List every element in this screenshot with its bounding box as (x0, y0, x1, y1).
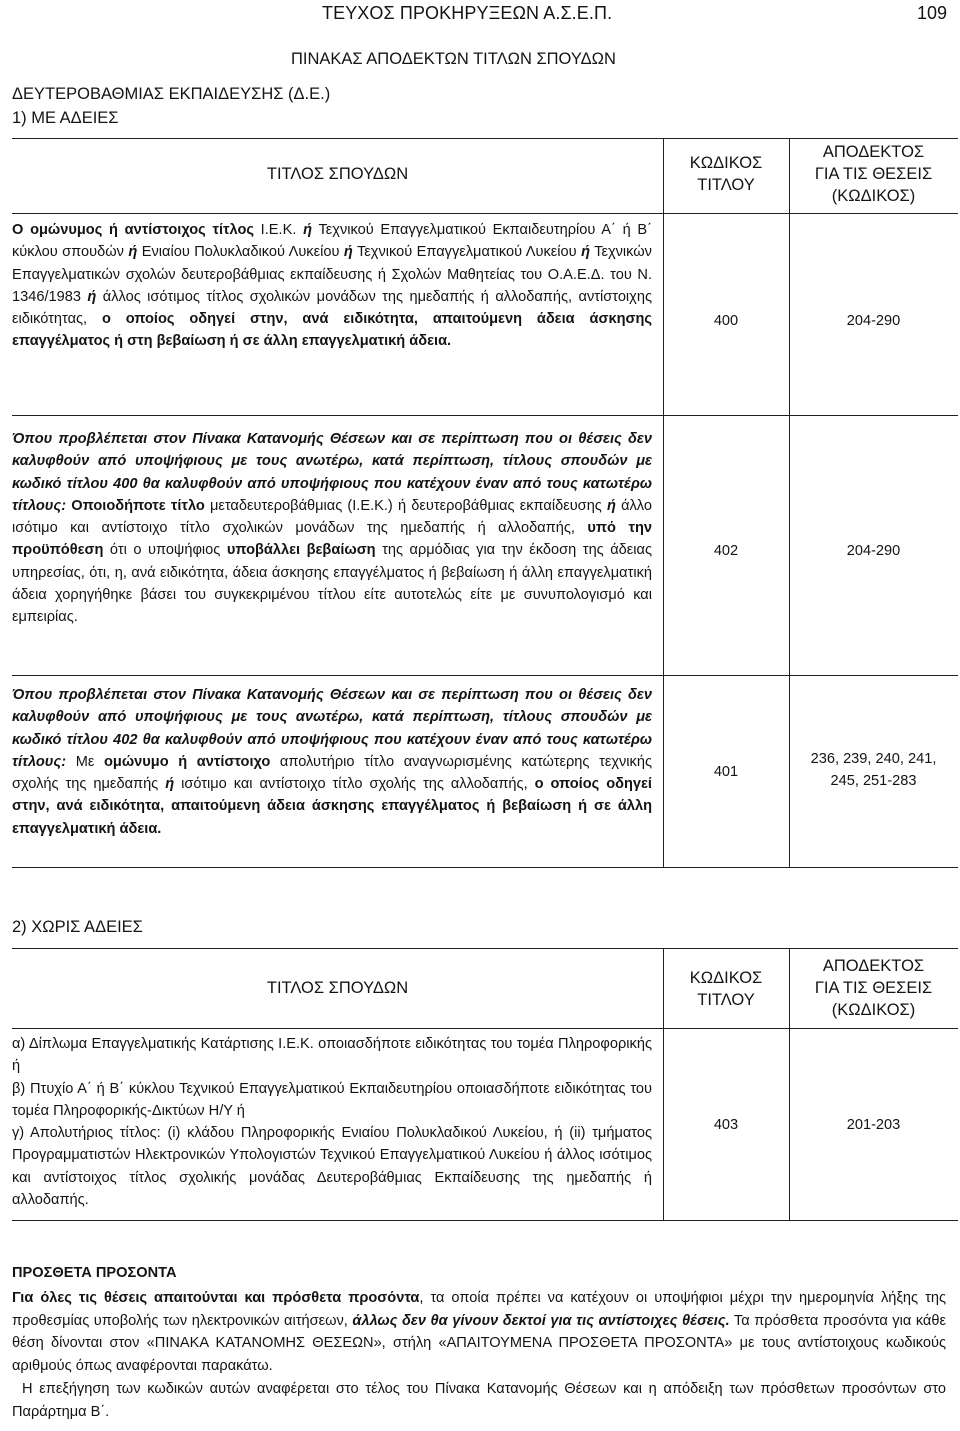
column-header-code (663, 152, 789, 196)
text-bold: ο οποίος οδηγεί στην, ανά ειδικότητα, απαιτούμενη άδεια άσκησης επαγγέλματος ή βεβαίωση ή σε άλλη επαγγελματική άδεια. (12, 776, 652, 837)
text-bold: Για όλες τις θέσεις απαιτούνται και πρόσθετα προσόντα (12, 1290, 420, 1306)
row-403-item-a: α) Δίπλωμα Επαγγελματικής Κατάρτισης Ι.Ε.Κ. οποιασδήποτε ειδικότητας του τομέα Πληροφορικής ή (12, 1036, 652, 1075)
text-bold-italic: άλλως δεν θα γίνουν δεκτοί για τις αντίστοιχες θέσεις. (352, 1312, 730, 1329)
text: άλλο ισότιμο και αντίστοιχο τίτλο σχολικών μονάδων της ημεδαπής ή αλλοδαπής, (12, 497, 652, 537)
text-bold: υποβάλλει βεβαίωση (226, 542, 376, 559)
text: ισότιμο και αντίστοιχο τίτλο σχολής της αλλοδαπής, (174, 776, 535, 793)
extra-qualifications-paragraph1 (12, 1287, 946, 1377)
text-emph: ή (581, 244, 590, 261)
row-400-code: 400 (713, 313, 739, 329)
text: Ενιαίου Πολυκλαδικού Λυκείου (137, 244, 344, 261)
table-title: ΠΙΝΑΚΑΣ ΑΠΟΔΕΚΤΩΝ ΤΙΤΛΩΝ ΣΠΟΥΔΩΝ (291, 50, 616, 68)
row-400-accepted: 204-290 (846, 313, 901, 329)
column-header-accepted-line2: ΓΙΑ ΤΙΣ ΘΕΣΕΙΣ (814, 165, 933, 183)
table2-column-header-accepted-line1: ΑΠΟΔΕΚΤΟΣ (822, 957, 925, 975)
text: μεταδευτεροβάθμιας (Ι.Ε.Κ.) ή δευτεροβάθμιας εκπαίδευσης (204, 497, 607, 514)
text: ότι ο υποψήφιος (103, 542, 227, 559)
table1-col-divider-1 (663, 138, 664, 867)
text: της αρμόδιας για την έκδοση της άδειας υπηρεσίας, ότι, η, ανά ειδικότητα, άδεια άσκησης επαγγέλματος ή βεβαίωση ή άλλη επαγγελματική άδεια χορηγήθηκε βάσει του συγκεκριμένου τίτλου είτε αυτοτελώς είτε με συνυπολογισμό και εμπειρίας. (12, 542, 653, 626)
table1-row-divider-2 (12, 675, 958, 676)
row-401-accepted-line2: 245, 251-283 (830, 773, 917, 789)
table1-header-divider (12, 213, 958, 214)
row-402-title (12, 428, 652, 629)
section1-subtitle: 1) ΜΕ ΑΔΕΙΕΣ (12, 109, 119, 127)
table2-top-border (12, 948, 958, 949)
table1-bottom-border (12, 867, 958, 868)
text: Τα πρόσθετα προσόντα για κάθε θέση δίνονται στον «ΠΙΝΑΚΑ ΚΑΤΑΝΟΜΗΣ ΘΕΣΕΩΝ», στήλη «ΑΠΑΙΤΟΥΜΕΝΑ ΠΡΟΣΘΕΤΑ ΠΡΟΣΟΝΤΑ» με τους αντίστοιχους κωδικούς αριθμούς όπως αναφέρονται παρακάτω. (12, 1312, 946, 1374)
text: Τεχνικού Επαγγελματικού Λυκείου (352, 244, 582, 261)
text: άλλος ισότιμος τίτλος σχολικών μονάδων της ημεδαπής ή αλλοδαπής, αντίστοιχης ειδικότητας, (12, 288, 652, 328)
running-header-title: ΤΕΥΧΟΣ ΠΡΟΚΗΡΥΞΕΩΝ Α.Σ.Ε.Π. (322, 3, 613, 23)
section1-heading (12, 82, 330, 130)
table2-column-header-accepted-line3: (ΚΩΔΙΚΟΣ) (831, 1001, 916, 1019)
text: απολυτήριο τίτλο αναγνωρισμένης κατώτερης τεχνικής σχολής της ημεδαπής (12, 753, 652, 793)
column-header-accepted-line1: ΑΠΟΔΕΚΤΟΣ (822, 143, 925, 161)
table2-column-header-code-line1: ΚΩΔΙΚΟΣ (689, 969, 763, 987)
text-emph: ή (303, 222, 313, 238)
text-bold: υπό την προϋπόθεση (12, 520, 652, 559)
text-emph: ή (165, 776, 175, 793)
text-bold-italic: Όπου προβλέπεται στον Πίνακα Κατανομής Θέσεων και σε περίπτωση που οι θέσεις δεν καλυφθούν από υποψήφιους με τους ανωτέρω, κατά περίπτωση, τίτλους σπουδών με κωδικό τίτλου 402 θα καλυφθούν από υποψήφιους που κατέχουν έναν από τους κατωτέρω τίτλους: (12, 687, 652, 770)
section2-subtitle: 2) ΧΩΡΙΣ ΑΔΕΙΕΣ (12, 918, 143, 936)
column-header-title (12, 163, 663, 185)
text-emph: ή (87, 288, 97, 305)
text: Ι.Ε.Κ. (253, 222, 304, 238)
row-402-accepted: 204-290 (846, 543, 901, 559)
page-number: 109 (917, 3, 948, 23)
row-401-accepted (789, 748, 958, 792)
table2-column-header-title-text: ΤΙΤΛΟΣ ΣΠΟΥΔΩΝ (266, 979, 409, 997)
table2-column-header-code (663, 967, 789, 1011)
row-403-item-b: β) Πτυχίο Α΄ ή Β΄ κύκλου Τεχνικού Επαγγελματικού Εκπαιδευτηρίου οποιασδήποτε ειδικότητας του τομέα Πληροφορικής-Δικτύων Η/Υ ή (12, 1080, 652, 1119)
table2-column-header-code-line2: ΤΙΤΛΟΥ (697, 991, 755, 1009)
text-emph: ή (607, 497, 616, 514)
column-header-accepted (789, 141, 958, 207)
table2-column-header-accepted-line2: ΓΙΑ ΤΙΣ ΘΕΣΕΙΣ (814, 979, 933, 997)
text-bold-italic: Όπου προβλέπεται στον Πίνακα Κατανομής Θέσεων και σε περίπτωση που οι θέσεις δεν καλυφθούν από υποψήφιους με τους ανωτέρω, κατά περίπτωση, τίτλους σπουδών με κωδικό τίτλου 400 θα καλυφθούν από υποψήφιους που κατέχουν έναν από τους κατωτέρω τίτλους: (12, 431, 652, 514)
extra-qualifications-heading: ΠΡΟΣΘΕΤΑ ΠΡΟΣΟΝΤΑ (12, 1265, 177, 1281)
text-bold: Οποιοδήποτε τίτλο (71, 497, 205, 514)
education-level: ΔΕΥΤΕΡΟΒΑΘΜΙΑΣ ΕΚΠΑΙΔΕΥΣΗΣ (Δ.Ε.) (12, 85, 331, 103)
row-400-title (12, 219, 652, 353)
text: Με (75, 753, 104, 770)
row-403-accepted: 201-203 (846, 1117, 901, 1133)
row-401-accepted-line1: 236, 239, 240, 241, (810, 751, 937, 767)
row-403-item-c: γ) Απολυτήριος τίτλος: (i) κλάδου Πληροφορικής Ενιαίου Πολυκλαδικού Λυκείου, ή (ii) τμήματος Προγραμματιστών Ηλεκτρονικών Υπολογιστών Τεχνικού Επαγγελματικού Λυκείου ή άλλος ισότιμος και αντίστοιχος τίτλος σχολικής μονάδας Δευτεροβάθμιας Εκπαίδευσης της ημεδαπής ή αλλοδαπής. (12, 1125, 652, 1209)
text-emph: ή (343, 244, 353, 261)
table1-top-border (12, 138, 958, 139)
column-header-accepted-line3: (ΚΩΔΙΚΟΣ) (831, 187, 916, 205)
text-bold: Ο ομώνυμος ή αντίστοιχος τίτλος (12, 222, 254, 238)
text: , τα οποία πρέπει να κατέχουν οι υποψήφιοι μέχρι την ημερομηνία λήξης της προθεσμίας υποβολής των ηλεκτρονικών αιτήσεων, (12, 1290, 946, 1329)
text: Τεχνικών Επαγγελματικών σχολών δευτεροβάθμιας εκπαίδευσης ή Σχολών Μαθητείας του Ο.Α.Ε.Δ. του Ν. 1346/1983 (12, 244, 652, 305)
table1-row-divider-1 (12, 415, 958, 416)
column-header-code-line2: ΤΙΤΛΟΥ (697, 176, 755, 194)
column-header-title-text: ΤΙΤΛΟΣ ΣΠΟΥΔΩΝ (266, 165, 409, 183)
extra-qualifications-paragraph2: Η επεξήγηση των κωδικών αυτών αναφέρεται στο τέλος του Πίνακα Κατανομής Θέσεων και η απόδειξη των πρόσθετων προσόντων στο Παράρτημα Β΄. (12, 1381, 946, 1420)
text-bold: ομώνυμο ή αντίστοιχο (104, 753, 271, 770)
column-header-code-line1: ΚΩΔΙΚΟΣ (689, 154, 763, 172)
table2-header-divider (12, 1028, 958, 1029)
table2-bottom-border (12, 1220, 958, 1221)
table2-column-header-title (12, 977, 663, 999)
table2-column-header-accepted (789, 955, 958, 1021)
text-bold: ο οποίος οδηγεί στην, ανά ειδικότητα, απαιτούμενη άδεια άσκησης επαγγέλματος ή στη βεβαίωση ή σε άλλη επαγγελματική άδεια. (12, 311, 652, 350)
text: Τεχνικού Επαγγελματικού Εκπαιδευτηρίου Α΄ ή Β΄ κύκλου σπουδών (12, 222, 652, 261)
row-402-code: 402 (713, 543, 739, 559)
row-401-code: 401 (713, 764, 739, 780)
row-403-code: 403 (713, 1117, 739, 1133)
row-401-title (12, 684, 652, 840)
row-403-title (12, 1033, 652, 1211)
text-emph: ή (128, 244, 138, 261)
